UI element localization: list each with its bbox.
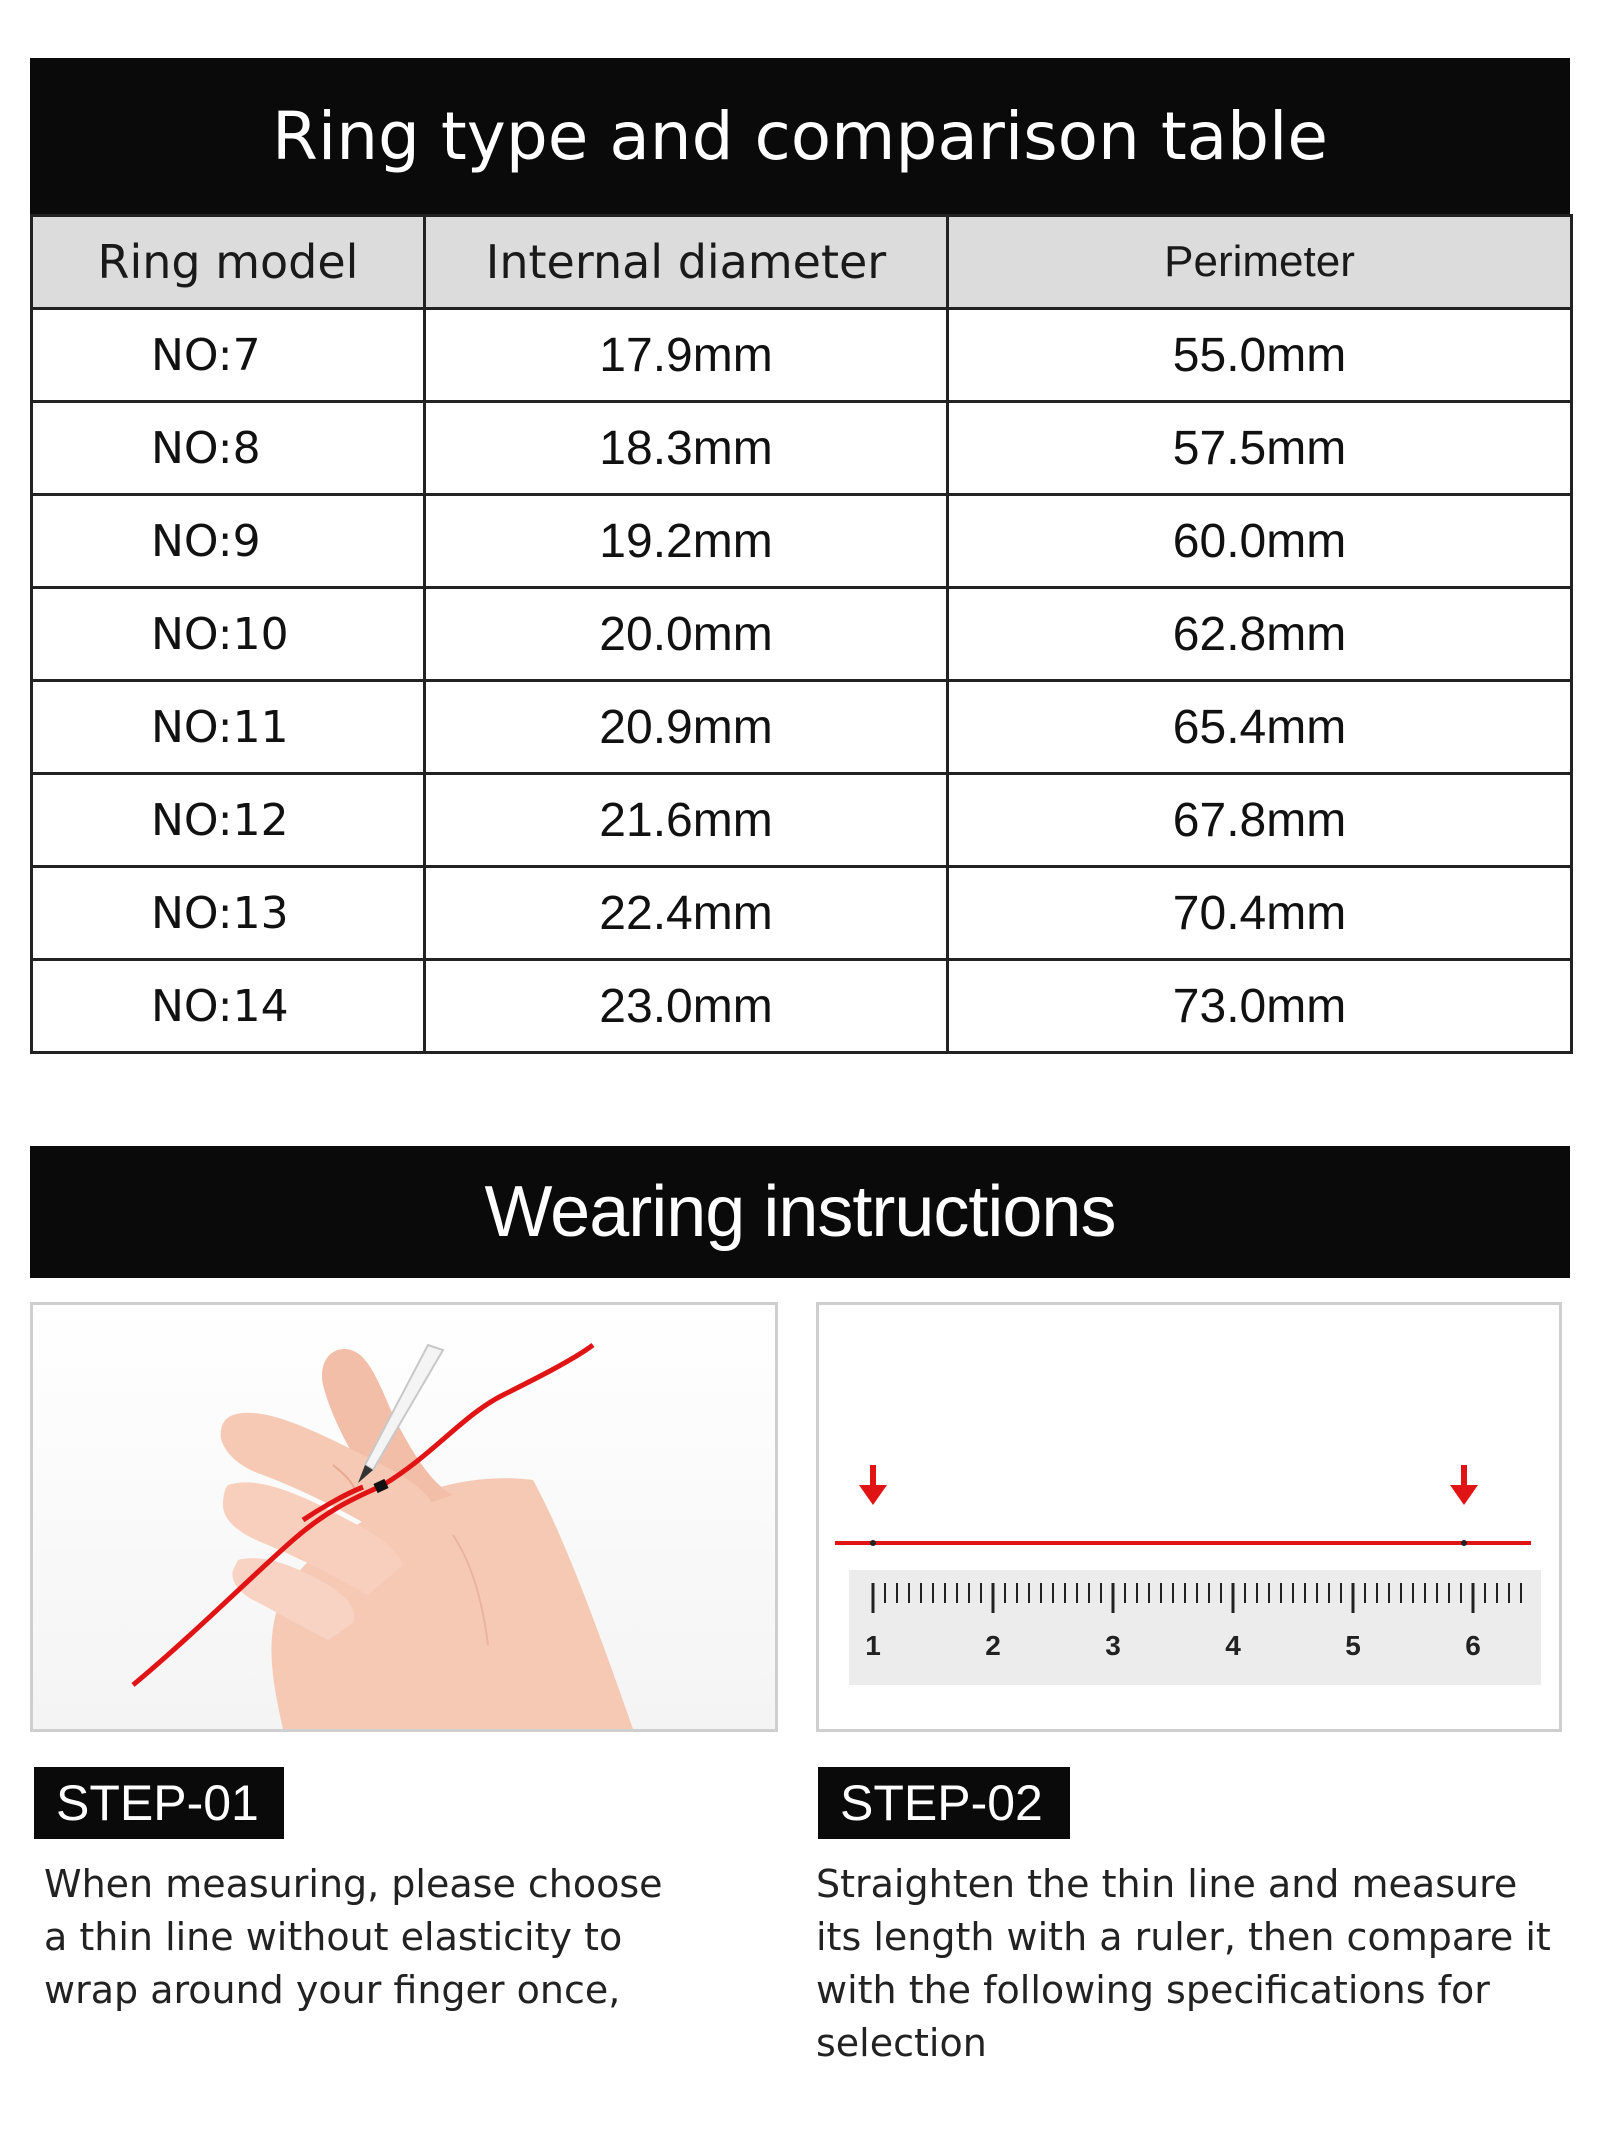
perimeter-cell: 57.5mm <box>948 402 1572 495</box>
instructions-title-text: Wearing instructions <box>484 1172 1116 1252</box>
table-row <box>32 495 1572 588</box>
step-02-badge <box>818 1767 1070 1839</box>
left-arrow-icon <box>859 1465 887 1505</box>
table-row <box>32 867 1572 960</box>
internal-diameter-cell: 20.9mm <box>425 681 948 774</box>
perimeter-cell: 67.8mm <box>948 774 1572 867</box>
perimeter-cell: 70.4mm <box>948 867 1572 960</box>
step-02-label: STEP-02 <box>840 1775 1043 1831</box>
ruler-with-red-line-icon <box>819 1305 1559 1729</box>
perimeter-cell: 73.0mm <box>948 960 1572 1053</box>
table-row <box>32 309 1572 402</box>
perimeter-cell: 60.0mm <box>948 495 1572 588</box>
ruler-label: 5 <box>1345 1630 1361 1661</box>
instructions-title <box>30 1146 1570 1278</box>
ruler-label: 6 <box>1465 1630 1481 1661</box>
table-row <box>32 681 1572 774</box>
step-01-illustration-panel <box>30 1302 778 1732</box>
ring-model-cell: NO:11 <box>32 681 425 774</box>
ring-model-cell: NO:9 <box>32 495 425 588</box>
ring-model-cell: NO:7 <box>32 309 425 402</box>
table-row <box>32 774 1572 867</box>
table-body <box>32 309 1572 1053</box>
size-comparison-table <box>30 214 1573 1054</box>
step-02-description: Straighten the thin line and measure its length with a ruler, then compare it with the following specifications for selection <box>816 1862 1551 2065</box>
table-row <box>32 960 1572 1053</box>
ruler-label: 1 <box>865 1630 881 1661</box>
size-table-title <box>30 58 1570 214</box>
size-table-title-text: Ring type and comparison table <box>272 97 1328 175</box>
perimeter-cell: 55.0mm <box>948 309 1572 402</box>
column-header-internal-diameter: Internal diameter <box>425 216 948 309</box>
ruler-label: 3 <box>1105 1630 1121 1661</box>
table-row <box>32 588 1572 681</box>
internal-diameter-cell: 23.0mm <box>425 960 948 1053</box>
ring-model-cell: NO:8 <box>32 402 425 495</box>
internal-diameter-cell: 18.3mm <box>425 402 948 495</box>
internal-diameter-cell: 22.4mm <box>425 867 948 960</box>
ring-model-cell: NO:14 <box>32 960 425 1053</box>
ruler-label: 2 <box>985 1630 1001 1661</box>
column-header-perimeter: Perimeter <box>948 216 1572 309</box>
step-01-description: When measuring, please choose a thin line without elasticity to wrap around your finger once, <box>44 1862 663 2012</box>
ring-model-cell: NO:10 <box>32 588 425 681</box>
perimeter-cell: 65.4mm <box>948 681 1572 774</box>
ring-model-cell: NO:13 <box>32 867 425 960</box>
internal-diameter-cell: 19.2mm <box>425 495 948 588</box>
hand-wrapped-with-red-thread-icon <box>33 1305 775 1729</box>
table-header-row <box>32 216 1572 309</box>
step-01-label: STEP-01 <box>56 1775 259 1831</box>
right-arrow-icon <box>1450 1465 1478 1505</box>
internal-diameter-cell: 17.9mm <box>425 309 948 402</box>
ring-model-cell: NO:12 <box>32 774 425 867</box>
perimeter-cell: 62.8mm <box>948 588 1572 681</box>
step-02-illustration-panel <box>816 1302 1562 1732</box>
internal-diameter-cell: 20.0mm <box>425 588 948 681</box>
step-01-badge <box>34 1767 284 1839</box>
internal-diameter-cell: 21.6mm <box>425 774 948 867</box>
ruler-label: 4 <box>1225 1630 1241 1661</box>
column-header-ring-model: Ring model <box>32 216 425 309</box>
table-row <box>32 402 1572 495</box>
